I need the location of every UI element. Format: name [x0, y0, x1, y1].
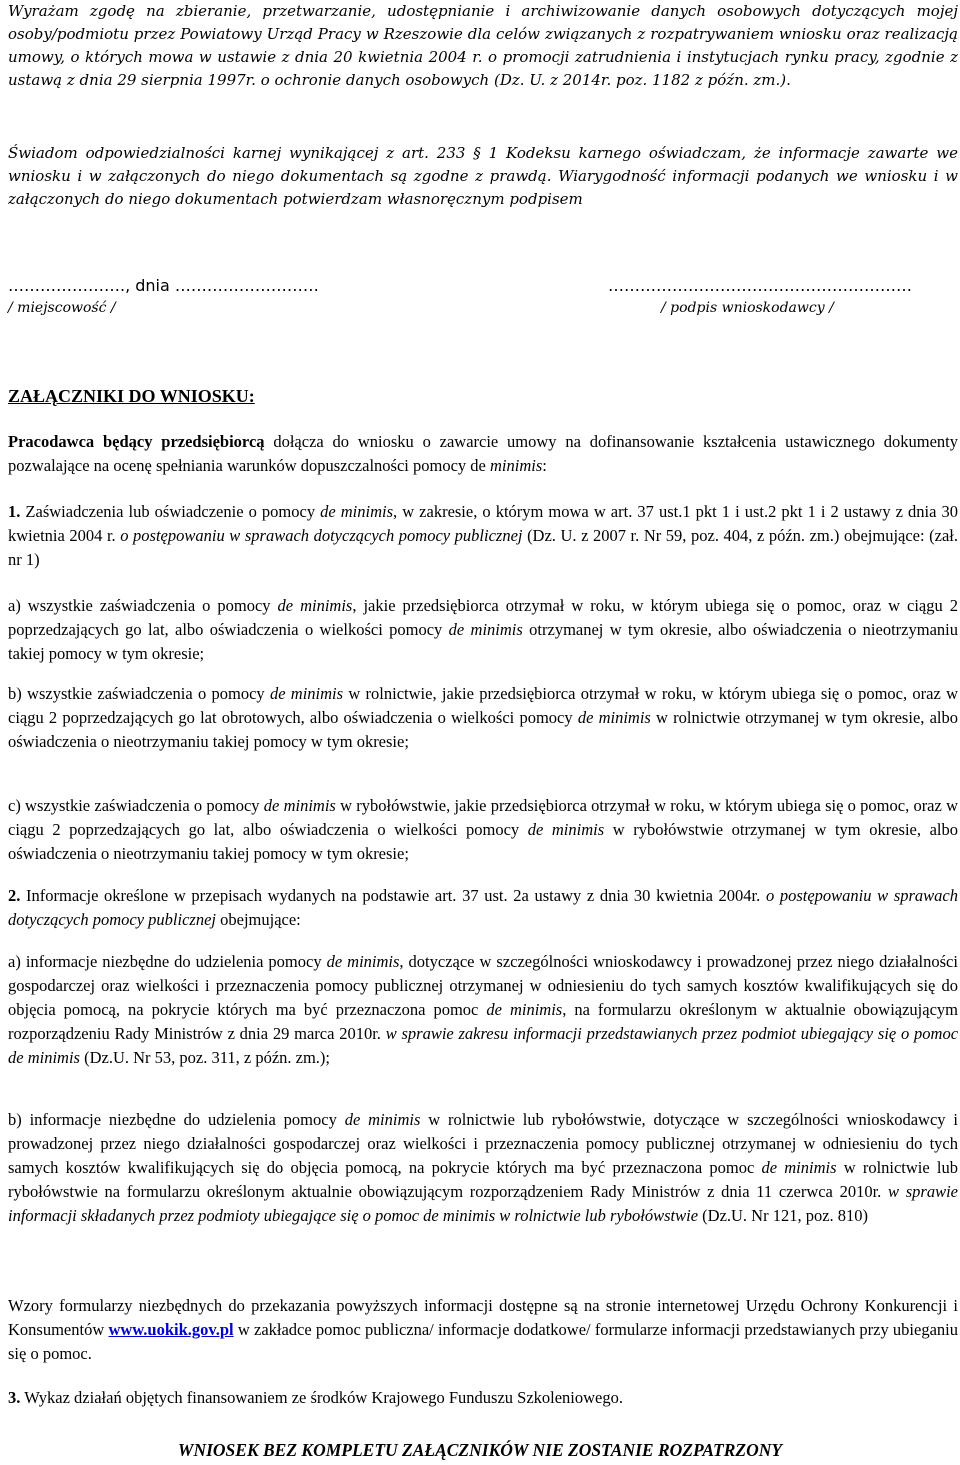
- forms-text: w zakładce pomoc publiczna/ informacje dodatkowe/ formularze informacji przedstawianych przy ubieganiu się o pomoc.: [8, 1320, 959, 1363]
- act-title: o postępowaniu w sprawach dotyczących pomocy publicznej: [120, 526, 523, 545]
- de-minimis-term: de minimis: [448, 620, 523, 639]
- intro-minimis: minimis: [489, 456, 543, 475]
- item-text: b) informacje niezbędne do udzielenia pomocy: [8, 1110, 345, 1129]
- attachment-item-1b: [8, 682, 958, 754]
- item-text: a) informacje niezbędne do udzielenia pomocy: [8, 952, 327, 971]
- de-minimis-term: de minimis: [320, 502, 394, 521]
- place-date-line: …………………., dnia ………………………: [8, 276, 319, 295]
- item-text: Informacje określone w przepisach wydanych na podstawie art. 37 ust. 2a ustawy z dnia 30 kwietnia 2004r.: [20, 886, 766, 905]
- item-number: 3.: [8, 1388, 21, 1407]
- intro-bold: Pracodawca będący przedsiębiorcą: [8, 432, 265, 451]
- attachment-item-1c: [8, 794, 958, 866]
- de-minimis-term: de minimis: [277, 596, 353, 615]
- item-text: a) wszystkie zaświadczenia o pomocy: [8, 596, 278, 615]
- item-text: , na formularzu określonym w aktualnie obowiązującym rozporządzeniu Rady Ministrów z dnia 29 marca 2010r.: [8, 1000, 958, 1043]
- regulation-title: w sprawie informacji składanych przez podmioty ubiegające się o pomoc de minimis w rolnictwie lub rybołówstwie: [8, 1182, 958, 1225]
- item-text: w rybołówstwie otrzymanej w tym okresie, albo oświadczenia o nieotrzymaniu takiej pomocy w tym okresie;: [8, 820, 958, 863]
- attachment-item-2b: [8, 1108, 958, 1228]
- act-title: o postępowaniu w sprawach dotyczących pomocy publicznej: [8, 886, 958, 929]
- item-text: obejmujące:: [216, 910, 301, 929]
- item-text: , w zakresie, o którym mowa w art. 37 ust.1 pkt 1 i ust.2 pkt 1 i 2 ustawy z dnia 30 kwietnia 2004 r.: [8, 502, 958, 545]
- uokik-link[interactable]: www.uokik.gov.pl: [108, 1320, 234, 1339]
- de-minimis-term: de minimis: [326, 952, 400, 971]
- item-text: b) wszystkie zaświadczenia o pomocy: [8, 684, 270, 703]
- signature-line: …………………………………………………: [608, 276, 912, 295]
- attachments-heading: ZAŁĄCZNIKI DO WNIOSKU:: [8, 386, 255, 406]
- intro-end: :: [542, 456, 547, 475]
- signature-dots-row: [8, 276, 958, 295]
- declaration-text: Świadom odpowiedzialności karnej wynikającej z art. 233 § 1 Kodeksu karnego oświadczam, że informacje zawarte we wniosku i w załączonych do niego dokumentach są zgodne z prawdą. Wiarygodność informacji podanych we wniosku i w załączonych do niego dokumentach potwierdzam własnoręcznym podpisem: [8, 144, 958, 208]
- item-text: , jakie przedsiębiorca otrzymał w roku, w którym ubiega się o pomoc, oraz w ciągu 2 poprzedzających go lat, albo oświadczenia o wielkości pomocy: [8, 596, 958, 639]
- attachment-item-2: [8, 884, 958, 932]
- item-text: w rybołówstwie, jakie przedsiębiorca otrzymał w roku, w którym ubiega się o pomoc, oraz w ciągu 2 poprzedzających go lat, albo oświadczenia o wielkości pomocy: [8, 796, 958, 839]
- item-text: (Dz.U. Nr 53, poz. 311, z późn. zm.);: [79, 1048, 330, 1067]
- consent-text: Wyrażam zgodę na zbieranie, przetwarzanie, udostępnianie i archiwizowanie danych osobowych dotyczących mojej osoby/podmiotu przez Powiatowy Urząd Pracy w Rzeszowie dla celów związanych z rozpatrywaniem wniosku oraz realizacją umowy, o których mowa w ustawie z dnia 20 kwietnia 2004 r. o promocji zatrudnienia i instytucjach rynku pracy, zgodnie z ustawą z dnia 29 sierpnia 1997r. o ochronie danych osobowych (Dz. U. z 2014r. poz. 1182 z późn. zm.).: [8, 2, 958, 89]
- consent-paragraph: [8, 0, 958, 92]
- de-minimis-term: de minimis: [527, 820, 605, 839]
- de-minimis-term: de minimis: [344, 1110, 421, 1129]
- de-minimis-term: de minimis: [577, 708, 651, 727]
- item-text: (Dz. U. z 2007 r. Nr 59, poz. 404, z późn. zm.) obejmujące: (zał. nr 1): [8, 526, 959, 569]
- item-text: w rolnictwie lub rybołówstwie, dotyczące w szczególności wnioskodawcy i prowadzonej przez niego działalności gospodarczej oraz wielkości i przeznaczenia pomocy publicznej otrzymanej w odniesieniu do tych samych kosztów kwalifikujących się do objęcia pomocą, na pokrycie których ma być przeznaczona pomoc: [8, 1110, 958, 1177]
- item-text: w rolnictwie lub rybołówstwie na formularzu określonym aktualnie obowiązującym rozporządzeniem Rady Ministrów z dnia 11 czerwca 2010r.: [8, 1158, 958, 1201]
- attachment-item-1: [8, 500, 958, 572]
- signature-labels-row: [8, 300, 958, 316]
- item-text: , dotyczące w szczególności wnioskodawcy i prowadzonej przez niego działalności gospodarczej oraz wielkości i przeznaczenia pomocy publicznej otrzymanej w odniesieniu do tych samych kosztów kwalifikujących się do objęcia pomocą, na pokrycie których ma być przeznaczona pomoc: [8, 952, 958, 1019]
- attachment-item-1a: [8, 594, 958, 666]
- attachments-intro: [8, 430, 958, 478]
- de-minimis-term: de minimis: [263, 796, 336, 815]
- attachment-item-2a: [8, 950, 958, 1070]
- item-text: (Dz.U. Nr 121, poz. 810): [698, 1206, 869, 1225]
- regulation-title: w sprawie zakresu informacji przedstawianych przez podmiot ubiegający się o pomoc de minimis: [8, 1024, 959, 1067]
- footer-notice: WNIOSEK BEZ KOMPLETU ZAŁĄCZNIKÓW NIE ZOSTANIE ROZPATRZONY: [177, 1440, 783, 1460]
- signature-label: / podpis wnioskodawcy /: [661, 300, 834, 316]
- item-text: Wykaz działań objętych finansowaniem ze środków Krajowego Funduszu Szkoleniowego.: [20, 1388, 624, 1407]
- item-number: 2.: [8, 886, 21, 905]
- item-text: Zaświadczenia lub oświadczenie o pomocy: [20, 502, 321, 521]
- item-number: 1.: [8, 502, 21, 521]
- place-label: / miejscowość /: [8, 300, 116, 316]
- de-minimis-term: de minimis: [761, 1158, 837, 1177]
- item-text: otrzymanej w tym okresie, albo oświadczenia o nieotrzymaniu takiej pomocy w tym okresie;: [8, 620, 958, 663]
- attachment-item-3: [8, 1386, 958, 1410]
- forms-paragraph: [8, 1294, 958, 1366]
- item-text: w rolnictwie, jakie przedsiębiorca otrzymał w roku, w którym ubiega się o pomoc, oraz w ciągu 2 poprzedzających go lat obrotowych, albo oświadczenia o wielkości pomocy: [8, 684, 958, 727]
- declaration-paragraph: [8, 142, 958, 211]
- de-minimis-term: de minimis: [486, 1000, 563, 1019]
- item-text: w rolnictwie otrzymanej w tym okresie, albo oświadczenia o nieotrzymaniu takiej pomocy w tym okresie;: [8, 708, 958, 751]
- de-minimis-term: de minimis: [269, 684, 344, 703]
- forms-text: Wzory formularzy niezbędnych do przekazania powyższych informacji dostępne są na stronie internetowej Urzędu Ochrony Konkurencji i Konsumentów: [8, 1296, 958, 1339]
- intro-text: dołącza do wniosku o zawarcie umowy na dofinansowanie kształcenia ustawicznego dokumenty pozwalające na ocenę spełniania warunków dopuszczalności pomocy de: [8, 432, 958, 475]
- item-text: c) wszystkie zaświadczenia o pomocy: [8, 796, 264, 815]
